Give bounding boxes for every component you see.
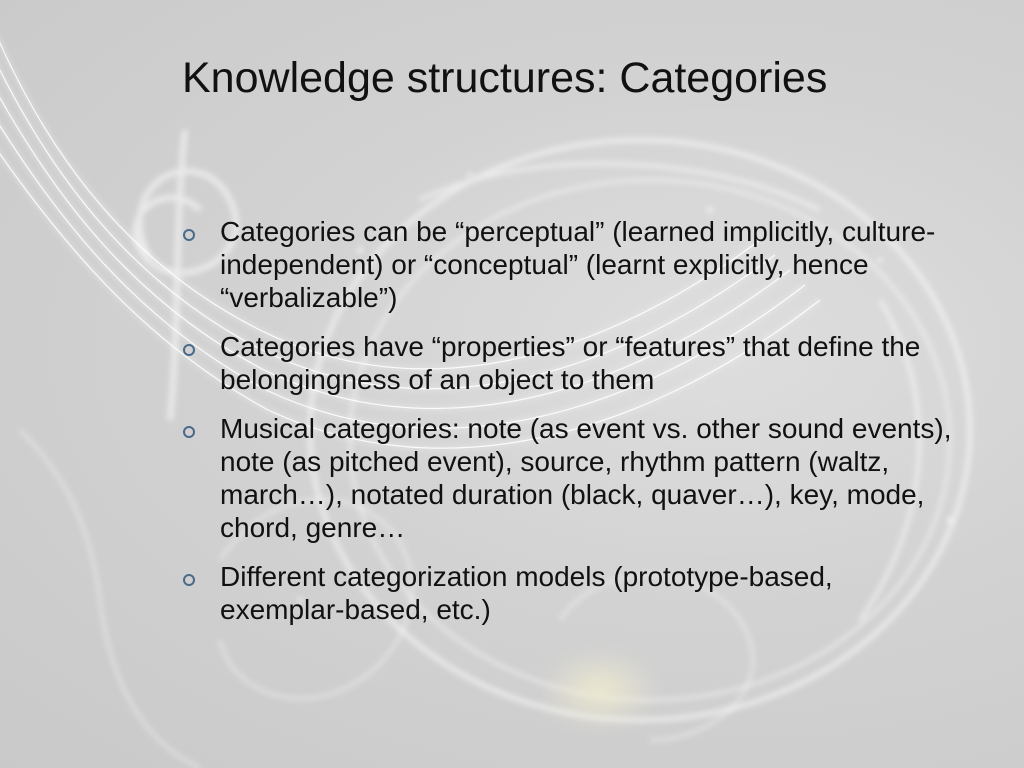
- bullet-list: [183, 215, 963, 642]
- slide-title: Knowledge structures: Categories: [182, 54, 828, 102]
- bullet-text: Categories can be “perceptual” (learned implicitly, culture-independent) or “conceptual” (learnt explicitly, hence “verbalizable”): [220, 216, 936, 313]
- bullet-text: Categories have “properties” or “features” that define the belongingness of an object to them: [220, 331, 921, 395]
- bullet-text: Different categorization models (prototype-based, exemplar-based, etc.): [220, 561, 833, 625]
- list-item: [183, 215, 963, 314]
- hollow-circle-bullet-icon: [183, 344, 195, 356]
- hollow-circle-bullet-icon: [183, 426, 195, 438]
- list-item: [183, 330, 963, 396]
- list-item: [183, 560, 963, 626]
- bullet-text: Musical categories: note (as event vs. other sound events), note (as pitched event), source, rhythm pattern (waltz, march…), notated duration (black, quaver…), key, mode, chord, genre…: [220, 413, 952, 543]
- hollow-circle-bullet-icon: [183, 574, 195, 586]
- hollow-circle-bullet-icon: [183, 229, 195, 241]
- list-item: [183, 412, 963, 544]
